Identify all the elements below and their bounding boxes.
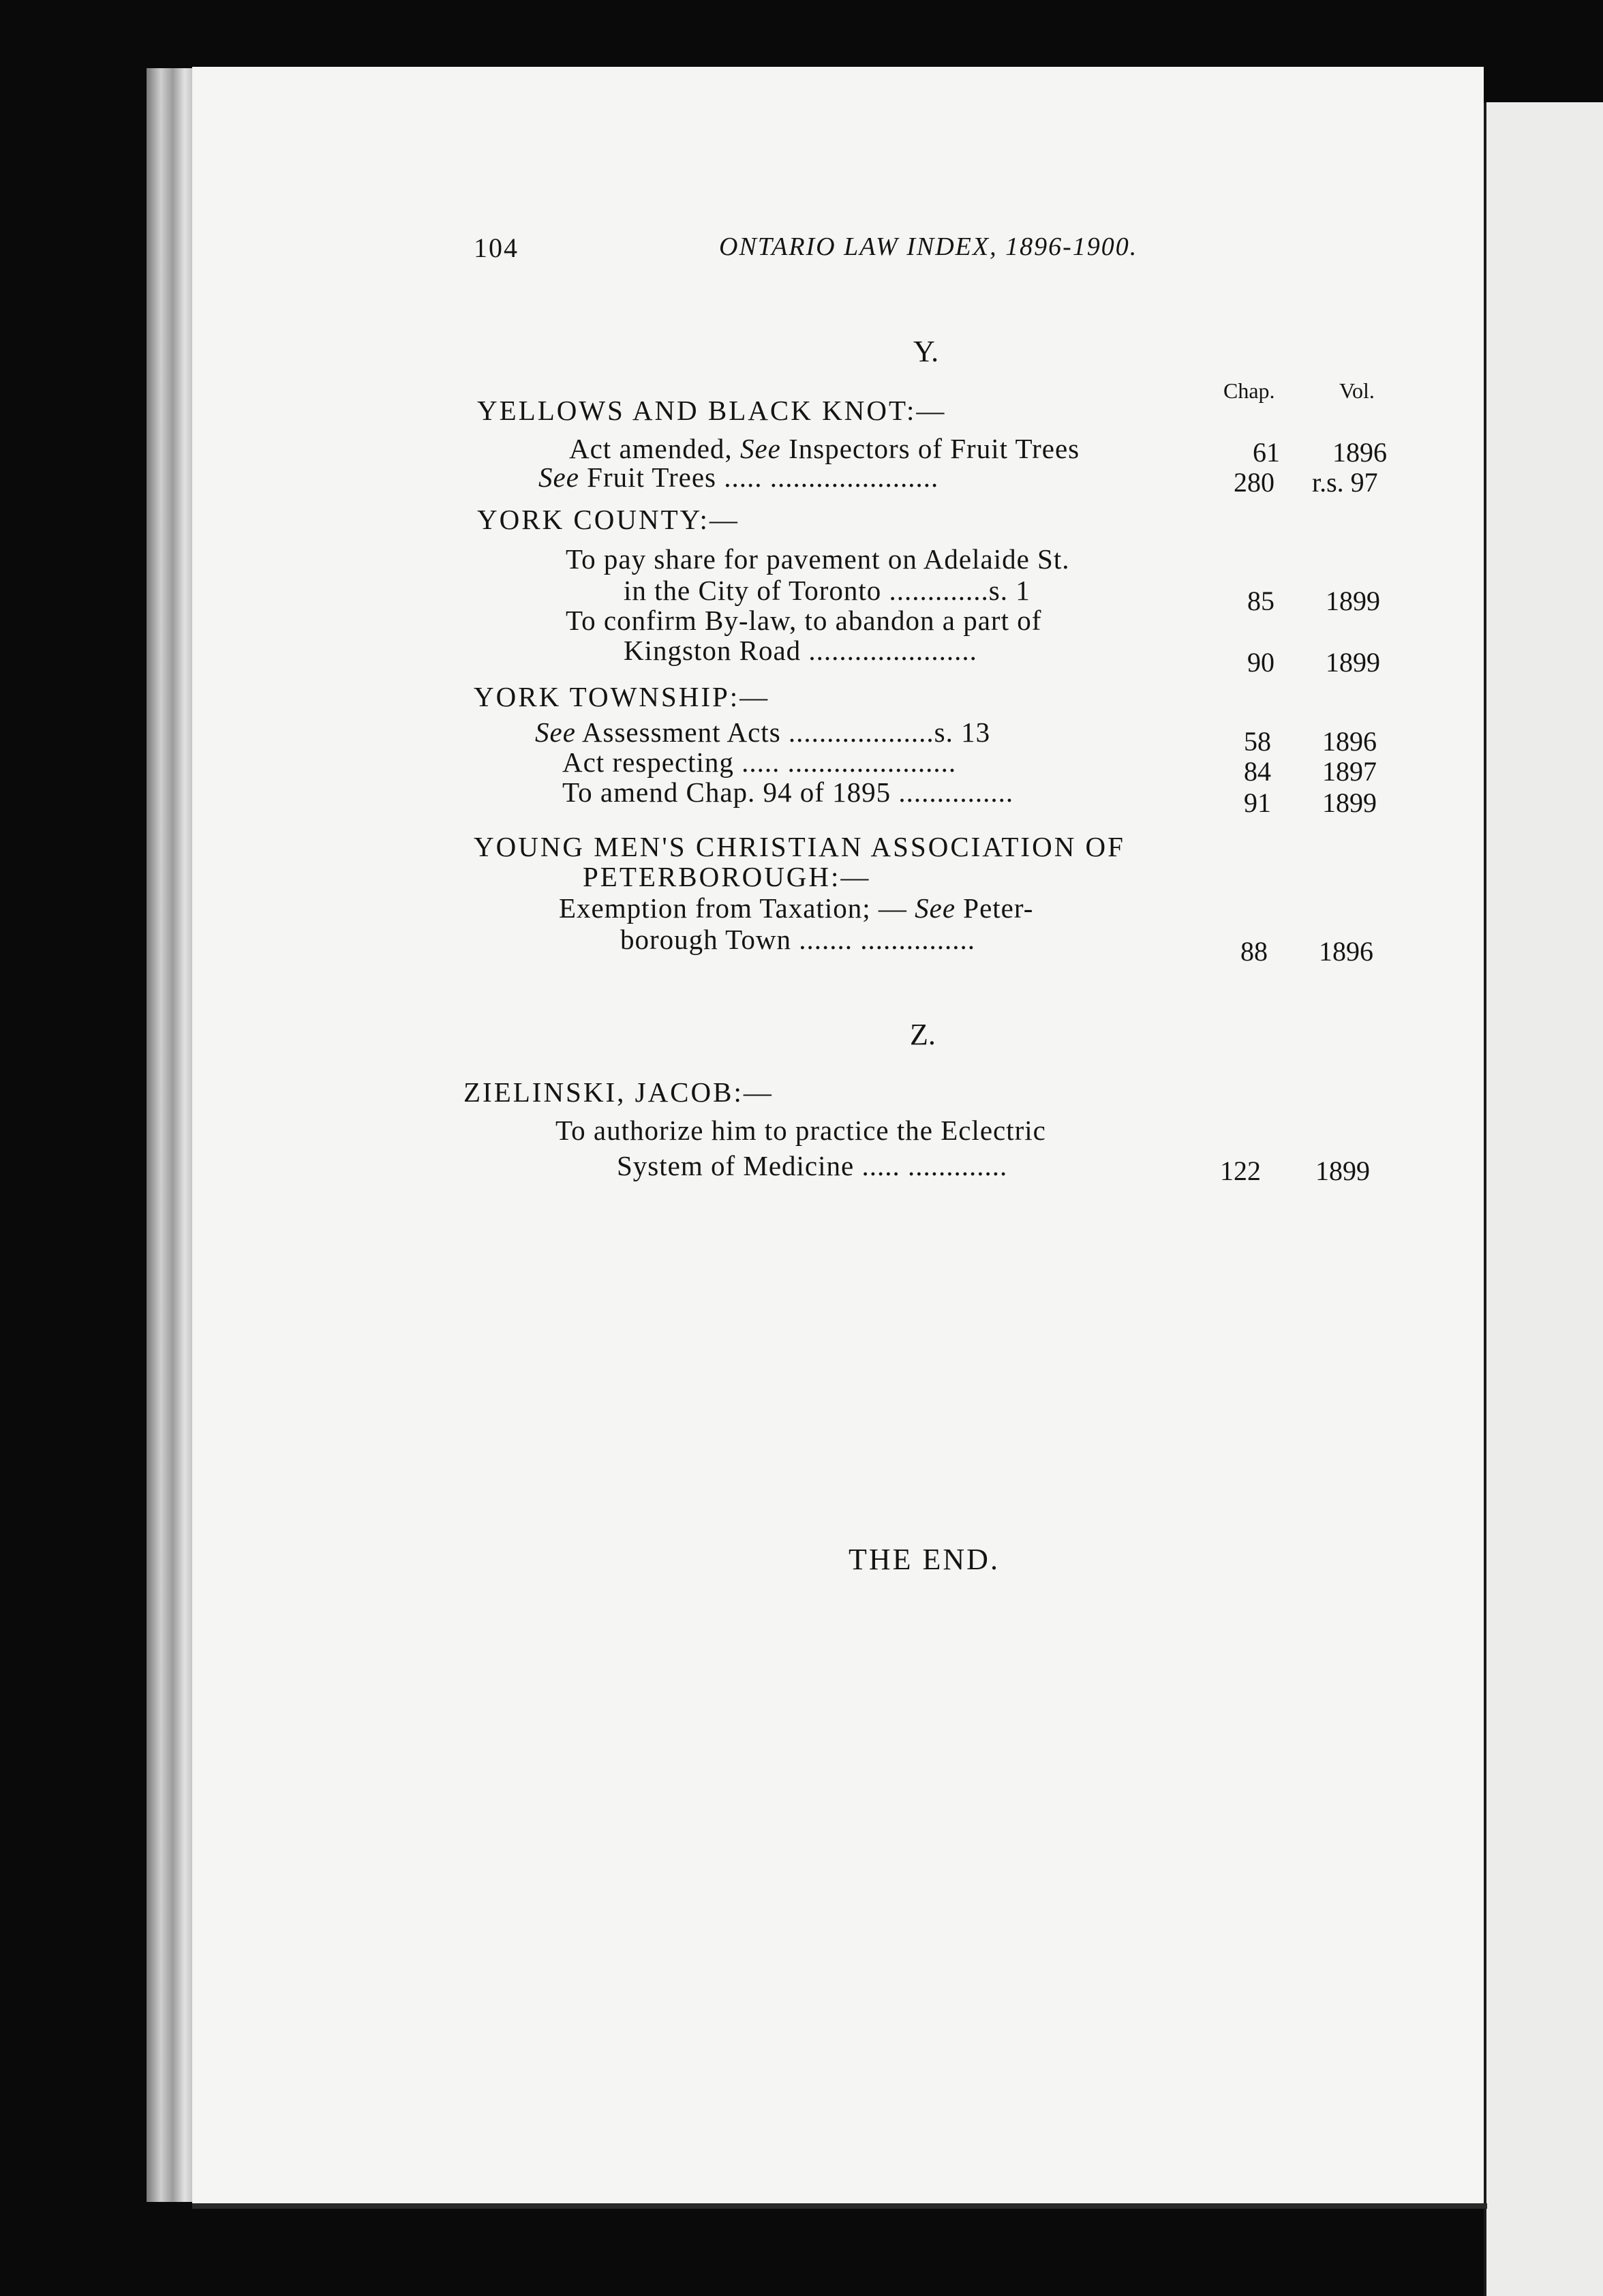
chap-number: 91 (1244, 787, 1271, 818)
chap-number: 58 (1244, 726, 1271, 757)
chap-number: 84 (1244, 756, 1271, 787)
entry-heading-york-township: YORK TOWNSHIP:— (474, 681, 770, 712)
entry-line: Act respecting ..... ...................... (562, 746, 957, 778)
chap-number: 90 (1247, 647, 1274, 678)
page-bottom-shadow (192, 2203, 1487, 2209)
entry-line: borough Town ....... ............... (620, 924, 975, 955)
entry-heading-ymca-cont: PETERBOROUGH:— (583, 861, 871, 892)
facing-page-edge (1484, 102, 1603, 2296)
entry-line: System of Medicine ..... ............. (617, 1150, 1008, 1181)
chap-number: 122 (1220, 1155, 1261, 1186)
running-header (474, 232, 1387, 273)
entry-line: To amend Chap. 94 of 1895 ............... (562, 776, 1014, 808)
entry-line: in the City of Toronto .............s. 1 (624, 575, 1030, 606)
column-header-vol: Vol. (1339, 378, 1375, 403)
entry-line: To confirm By-law, to abandon a part of (566, 605, 1042, 636)
vol-year: 1899 (1322, 787, 1377, 818)
entry-line: Exemption from Taxation; — See Peter- (559, 892, 1034, 924)
vol-year: 1899 (1326, 586, 1380, 616)
section-letter-y: Y. (913, 335, 939, 368)
entry-heading-ymca: YOUNG MEN'S CHRISTIAN ASSOCIATION OF (474, 831, 1125, 862)
entry-line: To authorize him to practice the Eclectric (555, 1115, 1046, 1146)
closing-text: THE END. (849, 1543, 1000, 1576)
vol-year: 1896 (1332, 437, 1387, 468)
vol-year: 1899 (1326, 647, 1380, 678)
vol-year: 1896 (1322, 726, 1377, 757)
vol-year: 1896 (1319, 936, 1373, 967)
column-header-chap: Chap. (1223, 378, 1275, 403)
entry-line: See Assessment Acts ...................s. 13 (535, 716, 991, 748)
chap-number: 61 (1253, 437, 1280, 468)
vol-year: r.s. 97 (1312, 467, 1378, 498)
chap-number: 88 (1240, 936, 1268, 967)
entry-heading-zielinski: ZIELINSKI, JACOB:— (463, 1076, 774, 1108)
book-edge (147, 68, 194, 2202)
running-title: ONTARIO LAW INDEX, 1896-1900. (719, 232, 1138, 261)
chap-number: 85 (1247, 586, 1274, 616)
entry-line: To pay share for pavement on Adelaide St. (566, 543, 1070, 575)
entry-heading-yellows: YELLOWS AND BLACK KNOT:— (477, 395, 947, 426)
vol-year: 1897 (1322, 756, 1377, 787)
page-number: 104 (474, 232, 519, 263)
entry-line: Kingston Road ...................... (624, 635, 977, 666)
entry-line: See Fruit Trees ..... ...................... (538, 462, 939, 493)
chap-number: 280 (1234, 467, 1274, 498)
section-letter-z: Z. (910, 1018, 936, 1051)
entry-line: Act amended, See Inspectors of Fruit Trees (569, 433, 1080, 464)
entry-heading-york-county: YORK COUNTY:— (477, 504, 739, 535)
vol-year: 1899 (1315, 1155, 1370, 1186)
